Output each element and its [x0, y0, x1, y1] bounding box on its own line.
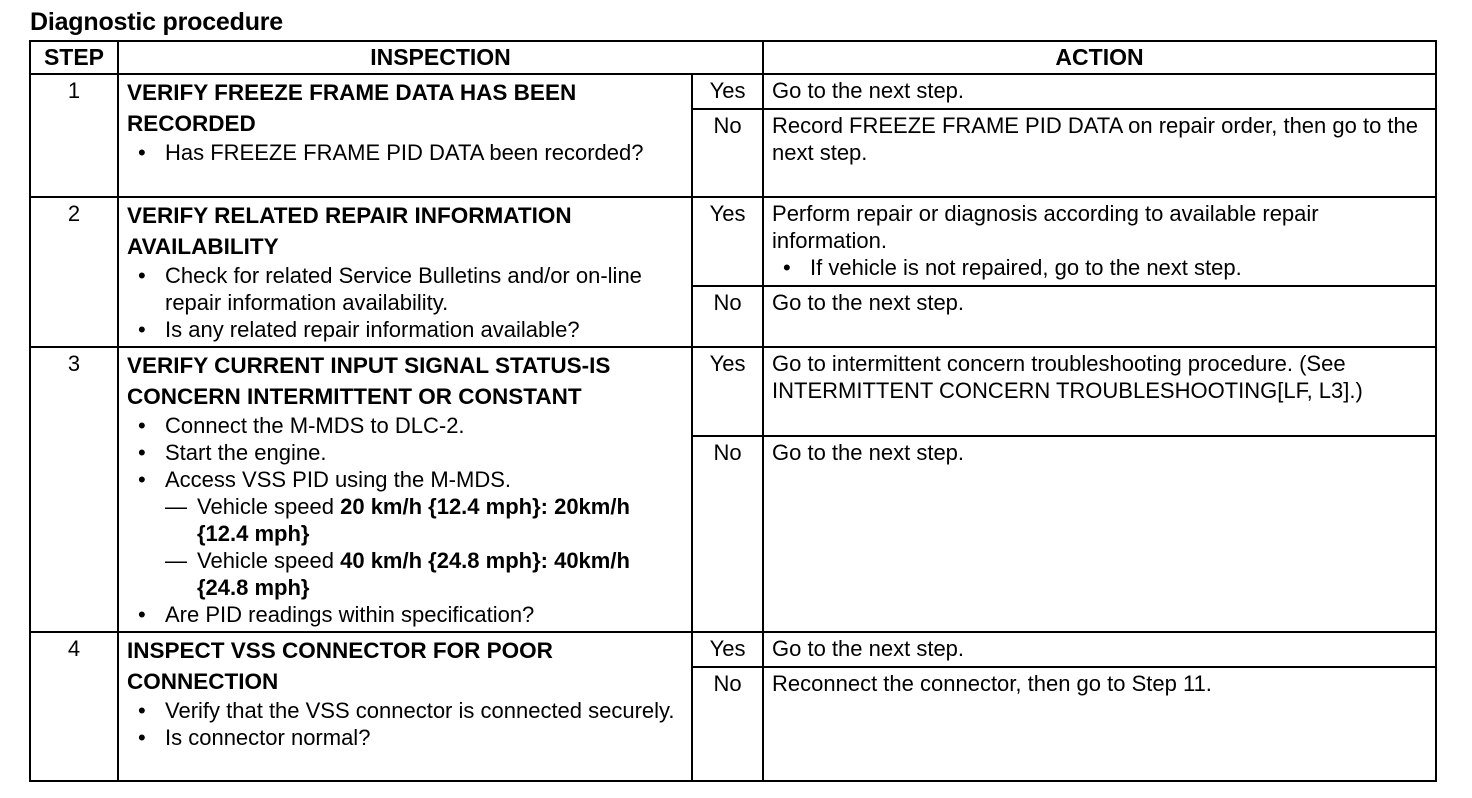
step-number: 1	[30, 74, 118, 197]
no-label: No	[692, 667, 763, 781]
spec-list	[165, 493, 685, 601]
inspection-title: INSPECT VSS CONNECTOR FOR POOR CONNECTION	[127, 638, 553, 694]
no-action: Go to the next step.	[763, 436, 1436, 632]
spec-prefix: Vehicle speed	[197, 494, 341, 519]
step-header: STEP	[30, 41, 118, 74]
no-action: Go to the next step.	[763, 286, 1436, 347]
no-label: No	[692, 286, 763, 347]
action-header: ACTION	[763, 41, 1436, 74]
yes-action: Go to the next step.	[763, 74, 1436, 109]
spec-item	[197, 547, 685, 601]
yes-action: Go to intermittent concern troubleshooting procedure. (See INTERMITTENT CONCERN TROUBLESHOOTING[LF, L3].)	[763, 347, 1436, 436]
diagnostic-table	[29, 40, 1437, 782]
bullet-item: • Is connector normal?	[165, 724, 685, 751]
yes-action-text: Perform repair or diagnosis according to available repair information.	[772, 201, 1319, 253]
step-number: 4	[30, 632, 118, 781]
bullet-item: • Is any related repair information available?	[165, 316, 685, 343]
yes-label: Yes	[692, 74, 763, 109]
yes-action: Go to the next step.	[763, 632, 1436, 667]
no-action: Reconnect the connector, then go to Step 11.	[763, 667, 1436, 781]
inspection-bullets	[127, 697, 685, 751]
bullet-text: Access VSS PID using the M-MDS.	[165, 467, 511, 492]
table-row	[30, 74, 1436, 109]
spec-value: 20 km/h {12.4 mph}: 20km/h {12.4 mph}	[197, 494, 630, 546]
spec-prefix: Vehicle speed	[197, 548, 341, 573]
bullet-item: • Verify that the VSS connector is connected securely.	[165, 697, 685, 724]
step-number: 2	[30, 197, 118, 347]
no-label: No	[692, 436, 763, 632]
table-row	[30, 347, 1436, 436]
yes-label: Yes	[692, 197, 763, 286]
inspection-title: VERIFY CURRENT INPUT SIGNAL STATUS-IS CONCERN INTERMITTENT OR CONSTANT	[127, 353, 611, 409]
header-row	[30, 41, 1436, 74]
inspection-title: VERIFY FREEZE FRAME DATA HAS BEEN RECORDED	[127, 80, 577, 136]
no-action: Record FREEZE FRAME PID DATA on repair order, then go to the next step.	[763, 109, 1436, 197]
no-label: No	[692, 109, 763, 197]
yes-label: Yes	[692, 347, 763, 436]
page-title: Diagnostic procedure	[30, 8, 283, 36]
inspection-cell	[118, 74, 692, 197]
yes-label: Yes	[692, 632, 763, 667]
inspection-title: VERIFY RELATED REPAIR INFORMATION AVAILABILITY	[127, 203, 572, 259]
bullet-item	[165, 466, 685, 601]
bullet-item: • Connect the M-MDS to DLC-2.	[165, 412, 685, 439]
yes-action	[763, 197, 1436, 286]
inspection-cell	[118, 632, 692, 781]
spec-item	[197, 493, 685, 547]
yes-action-bullet: • If vehicle is not repaired, go to the next step.	[772, 254, 1429, 281]
inspection-bullets	[127, 262, 685, 343]
inspection-cell	[118, 347, 692, 632]
bullet-item: • Start the engine.	[165, 439, 685, 466]
step-number: 3	[30, 347, 118, 632]
bullet-item: • Has FREEZE FRAME PID DATA been recorded?	[165, 139, 685, 166]
table-row	[30, 197, 1436, 286]
bullet-item: • Are PID readings within specification?	[165, 601, 685, 628]
spec-value: 40 km/h {24.8 mph}: 40km/h {24.8 mph}	[197, 548, 630, 600]
inspection-header: INSPECTION	[118, 41, 763, 74]
bullet-item: • Check for related Service Bulletins and/or on-line repair information availability.	[165, 262, 685, 316]
inspection-bullets	[127, 412, 685, 628]
inspection-bullets	[127, 139, 685, 166]
inspection-cell	[118, 197, 692, 347]
table-row	[30, 632, 1436, 667]
